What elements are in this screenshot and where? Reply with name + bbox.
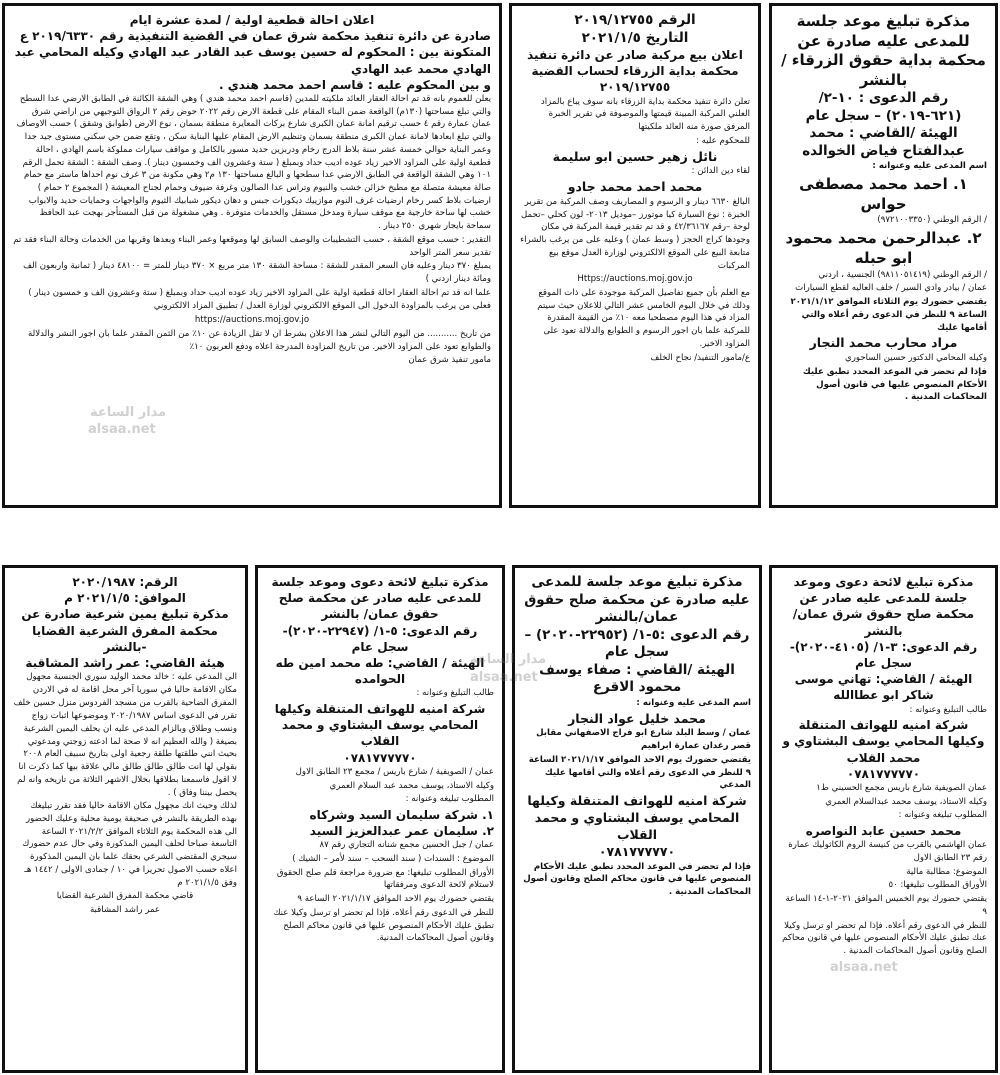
a2-body-2: البالغ ٦٦٣٠ دينار و الرسوم و المصاريف وصف المركبة من تقرير الخبرة : نوع السيارة كيا موتورز –موديل ٢٠١٣- لون كحلي –تحمل لوحة –رقم ٤٢/٣٦١٦٧ و قد تم تقدير قيمة المركبة في مكان وجودها كراج الحجز ( وسط عمان ) وعليه على من يرغب بالشراء متابعة البيع على الموقع الالكتروني لوزارة العدل موقع بيع المركبات: [520, 197, 750, 271]
b3-subject: الموضوع : السندات ( سند السحب – سند لأمر – الشيك ): [292, 854, 494, 865]
b3-lawyer: وكيله الاستاذ، يوسف محمد عبد السلام العمري: [329, 780, 494, 791]
a1-lawyer: وكيله المحامي الدكتور حسين الساحوري: [845, 353, 987, 364]
a2-debtor-label: للمحكوم عليه :: [695, 135, 750, 146]
a3-estimate: التقدير : حسب موقع الشقة ، حسب التشطيبات والوصف السابق لها وموقعها وعمر البناء وبعدها وقربها من الخدمات وحالة البناء فقد تم تقدير سعر المتر الواحد: [13, 234, 491, 258]
a1-defendants-label: اسم المدعى عليه وعنوانه :: [872, 161, 987, 172]
b3-defendant-address: عمان / جبل الحسين مجمع شنانه التجاري رقم ٨٧: [319, 840, 494, 851]
b2-title: مذكرة تبليغ موعد جلسة للمدعى عليه صادرة عن محكمة صلح حقوق عمان/بالنشر: [524, 574, 750, 626]
b1-docs: الأوراق المطلوب تبليغها: ٥٠: [888, 880, 987, 891]
b2-notice: يقتضي حضورك يوم الاحد الموافق ٢٠٢١/١/١٧ الساعة ٩ للنظر في الدعوى رقم أعلاه والتي أقامها عليك المدعي: [528, 754, 751, 791]
a3-title-1: اعلان احالة قطعية اولية / لمدة عشرة ايام: [129, 13, 375, 27]
a3-notice: علما انه قد تم احالة العقار احالة قطعية اولية على المزاود الاخير زياد عوده اديب حداد وبمبلغ ( ستة وعشرون الف و خمسون دينار ): [28, 287, 491, 298]
a1-title: مذكرة تبليغ موعد جلسة للمدعى عليه صادرة عن محكمة بداية حقوق الزرقاء /بالنشر: [781, 12, 986, 89]
a3-title-4: و بين المحكوم عليه : قاسم احمد محمد هندي .: [218, 77, 491, 92]
a2-sign: ع/مامور التنفيذ/ نجاح الخلف: [650, 352, 750, 363]
watermark-en-2: alsaa.net: [470, 670, 538, 685]
a1-defendant-2-id: / الرقم الوطني (٩٨١١٠٥١٤١٩) الجنسية ، اردني: [818, 269, 987, 280]
b4-body-2: تقرر في الدعوى اساس ٢٠٢٠/١٩٨٧ وموضوعها اثبات زواج ونسب وطلاق وبالزام المدعى عليه ان يحلف اليمين الشرعية بصيغة ( والله العظيم انه لا صحة لما ادعته زوجتي ومدعوتي بحيث انني طلقتها طلقة رجعية اولى بتاريخ سبيف العام ٢٠٠٨ بقولي لها انت طالق طالق طالق مالي علاقة بيها كما ذكرت انا لا اقول فاسمعنا بطلاقها بخلال الاشهر الثلاثة من تاريخه وانه لم يحصل بيننا وفاق ) .: [17, 711, 237, 798]
b3-to-label: المطلوب تبليغه وعنوانه :: [405, 794, 494, 805]
b3-docs: الأوراق المطلوب تبليغها: مع ضرورة مراجعة قلم صلح الحقوق لاستلام لائحة الدعوى ومرفقاتها: [276, 867, 494, 891]
b4-date: الموافق: ٢٠٢١/١/٥ م: [64, 591, 186, 606]
a1-warning: فإذا لم تحضر في الموعد المحدد تطبق عليك الأحكام المنصوص عليها في قانون أصول المحاكمات المدنية .: [802, 366, 987, 403]
a2-body-3: مع العلم بأن جميع تفاصيل المركبة موجودة على ذات الموقع وذلك في خلال اليوم الخامس عشر التالي للاعلان حيث سيتم المزاد في هذا اليوم مصطحبا معه ١٠٪ من القيمة المقدرة للمركبة علما بان اجور الرسوم و الطوابع والدلالة تعود على المزاود الاخير.: [537, 288, 750, 349]
a3-body: يعلن للعموم بانه قد تم احالة العقار العائد ملكيته للمدين (قاسم احمد محمد هندي ) وهي الشقة الكائنة في الطابق الارضي عدا السطح والتي تبلغ مساحتها (١٣٠م) الواقعة ضمن البناء المقام على قطعة الارض رقم ٢٠٢٢ حوض رقم ٢ الرواق التوجيهي من اراضي شرق عمان عمارة رقم ٤ حسب ترقيم امانة عمان الكبرى شارع بركات المعايرة منطقة بسمان ، نوع الارض (طوابق وشقق ) حسب الاوصاف والتي تبلغ ابعادها لامانة عمان الكبرى منطقة بسمان وتنظيم الارض المقام عليها البناية سكن ، وتقع ضمن حي سكني مستوى جيد جدا وعمر البناية حوالي خمسة عشر سنة بلاط الدرج رخام ودربزين حديد مسور بالكامل و مواقف سيارات مملوكة باسم الهادي ، احالة قطعية اولية على المزاود الاخير زياد عوده اديب حداد وبمبلغ ( ستة وعشرون الف وخمسون دينار ). وصف الشقة : الشقة تحمل الرقم ١٠١ وهي الشقة الواقعة في الطابق الارضي عدا سطحها و البالغ مساحتها ١٣٠ م٢ وهي مكونة من ٣ غرف نوم احداها ماستر مع حمام صالة معيشة متصلة مع مطبخ خزائن خشب والنيوم وتراس عدا الصالون وغرفة ضيوف وحمام لجناح المعيشة ( المجموع ٢ حمام ) ارضيات بلاط كسر رخام ارضيات غرف النوم موازييك ديكورات جبس و دهان ديكور شبابيك الثيوم والواجهات وحمايات حديد والابواب خشب لها ساحة خارجية مع موقف سيارة ومدخل مستقل والخدمات متوفرة . وهي مشغولة من قبل المستأجر بهجت عبد الحافظ سماحة بايجار شهري ٢٥٠ دينار .: [16, 93, 491, 232]
b4-body-1: الى المدعى عليه : خالد محمد الوليد سوري الجنسية مجهول مكان الاقامة حاليا في سوريا آخر محل اقامة له في الاردن المفرق الضاحية بالقرب من مسجد الفردوس منزل حسين خلف: [13, 672, 237, 708]
b1-phone: ٠٧٨١٧٧٧٧٧٠: [846, 766, 921, 781]
notice-b4: [2, 565, 248, 1073]
b1-warning: للنظر في الدعوى رقم أعلاه. فإذا لم تحضر او ترسل وكيلا عنك تطبق عليك الأحكام المنصوص عليها في قانون محاكم الصلح وقانون أصول المحاكمات المدنية .: [782, 920, 987, 957]
b2-panel: الهيئة /القاضي : صفاء يوسف محمود الاقرع: [539, 661, 735, 696]
b4-title: مذكرة تبليغ يمين شرعية صادرة عن محكمة المفرق الشرعية القضايا -بالنشر: [21, 607, 229, 654]
b2-phone: ٠٧٨١٧٧٧٧٧٠: [598, 843, 676, 859]
b4-panel: هيئة القاضي: عمر راشد المشاقبة: [25, 655, 225, 670]
b1-lawyer: وكيله الاستاذ، يوسف محمد عبدالسلام العمري: [825, 796, 987, 807]
a2-creditor: محمد احمد محمد جادو: [567, 179, 703, 195]
b1-defendant: محمد حسين عابد النواصره: [805, 824, 962, 839]
b3-case-number: رقم الدعوى: ٥-١/ (٢٢٩٤٧-٢٠٢٠)- سجل عام: [282, 623, 478, 654]
b4-body-3: لذلك وحيث انك مجهول مكان الاقامة حاليا فقد تقرر تبليغك بهذه الطريقة بالنشر في صحيفة يومية محلية وعليك الحضور الى هذه المحكمة يوم الثلاثاء الموافق ٢٠٢١/٢/٢ الساعة التاسعة صباحا لحلف اليمين المذكورة وفي حال عدم حضورك سيجري المقتضى الشرعي بحقك علما بان اليمين المذكورة اعلاه حسب الاصول تحريرا في ١٠ / جمادى الاولى / ١٤٤٢ هـ وفق ٢٠٢١/١/٥ م: [22, 801, 237, 888]
a3-title-3: المتكونة بين : المحكوم له حسين يوسف عبد القادر عبد الهادي وكيله المحامي عبد الهادي محمد عبد الهادي: [14, 45, 491, 76]
notice-a3: [2, 3, 502, 508]
b2-plaintiff: شركة امنيه للهواتف المتنقلة وكيلها المحامي يوسف البشتاوي و محمد القلاب: [527, 793, 747, 842]
b4-sign-2: عمر راشد المشاقبة: [89, 905, 161, 916]
a2-title: اعلان بيع مركبة صادر عن دائرة تنفيذ محكمة بداية الزرقاء لحساب القضية ٢٠١٩/١٢٧٥٥: [527, 48, 743, 95]
b3-address: عمان / الصويفية / شارع باريس / مجمع ٢٣ الطابق الاول: [295, 766, 494, 777]
b1-case-number: رقم الدعوى: ٣-١/ (٤١٠٥-٢٠٢٠)- سجل عام: [789, 639, 978, 670]
b2-address: عمان / وسط البلد شارع ابو فراج الاصفهاني مقابل قصر رغدان عمارة ابراهيم: [536, 728, 751, 752]
b1-notice: يقتضي حضورك يوم الخميس الموافق ٢٠٢١-١-١٤ الساعة ٩: [785, 894, 987, 917]
b3-company: شركة امنيه للهواتف المتنقلة وكيلها المحامي يوسف البشتاوي و محمد القلاب: [274, 702, 486, 749]
b3-defendant-1: ١. شركة سليمان السيد وشركاه: [309, 807, 494, 822]
notice-b1: [769, 565, 998, 1073]
b4-number: الرقم: ٢٠٢٠/١٩٨٧: [72, 575, 178, 589]
b1-to-label: المطلوب تبليغه وعنوانه :: [898, 810, 987, 821]
b3-requester-label: طالب التبليغ وعنوانه :: [416, 688, 494, 699]
a2-creditor-label: لقاء دين الدائن :: [691, 166, 750, 177]
a1-defendant-1: ١. احمد محمد مصطفى حواس: [799, 174, 968, 214]
b2-case-number: رقم الدعوى :٥-١/ (٢٢٩٥٢-٢٠٢٠) – سجل عام: [524, 626, 750, 661]
a1-notice: يقتضي حضورك يوم الثلاثاء الموافق ٢٠٢١/١/١٢ الساعة ٩ للنظر في الدعوى رقم أعلاه والتي أقامها عليك: [790, 297, 987, 333]
notice-b2: [512, 565, 762, 1073]
a3-calculation: يمبلغ ٣٧٠ دينار وعليه فان السعر المقدر للشقة : مساحة الشقة ١٣٠ متر مربع × ٣٧٠ دينار للمتر = ٤٨١٠٠ دينار ( ثمانية واربعون الف ومائة دينار اردني ): [23, 261, 491, 284]
b2-defendant: محمد خليل عواد النجار: [568, 710, 706, 726]
b2-warning: فإذا لم تحضر في الموعد المحدد تطبق عليك الأحكام المنصوص عليها في قانون محاكم الصلح وقانون أصول المحاكمات المدنية .: [523, 861, 751, 897]
watermark-ar-1: مدار الساعة: [90, 405, 167, 420]
a3-sign: مامور تنفيذ شرق عمان: [408, 355, 491, 366]
a2-url[interactable]: Https://auctions.moj.gov.jo: [577, 274, 693, 285]
a3-bid-2: من تاريخ ........... من اليوم التالي لنشر هذا الاعلان بشرط ان لا تقل الزيادة عن ١٠٪ من الثمن المقدر علما بان اجور النشر والدلالة والطوابع تعود على المزاود الاخير. من تاريخ المزاودة المدرجة اعلاه ودفع العربون ١٠٪: [28, 328, 491, 352]
a1-plaintiff: مراد محارب محمد النجار: [809, 335, 958, 351]
a3-bid: فعلى من يرغب بالمزاودة الدخول الى الموقع الالكتروني لوزارة العدل / تطبيق المزاد الالكتروني: [153, 301, 491, 312]
watermark-en-1: alsaa.net: [88, 422, 156, 437]
a2-debtor: نائل زهير حسين ابو سليمة: [552, 148, 718, 164]
b3-panel: الهيئة / القاضي: طه محمد امين طه الحوامده: [275, 655, 485, 687]
b3-notice: يقتضي حضورك يوم الاحد الموافق ٢٠٢١/١/١٧ الساعة ٩: [297, 894, 494, 905]
a1-defendant-1-id: / الرقم الوطني (٩٧٢١٠٠٣٣٥٠): [877, 215, 987, 226]
b1-company: شركة امنيه للهواتف المتنقلة وكيلها المحامي يوسف البشتاوي و محمد القلاب: [782, 718, 985, 765]
a2-body-1: تعلن دائرة تنفيذ محكمة بداية الزرقاء بانه سوف يباع بالمزاد العلني المركبة المبينة قيمتها والموصوفة في تقرير الخبرة المرفق صورة منه العائد ملكيتها: [540, 96, 750, 133]
a1-defendant-2: ٢. عبدالرحمن محمد محمود ابو حبله: [785, 229, 982, 268]
b3-phone: ٠٧٨١٧٧٧٧٧٠: [343, 750, 417, 765]
a3-title-2: صادرة عن دائرة تنفيذ محكمة شرق عمان في القضية التنفيذية رقم ٢٠١٩/٦٣٣٠ ع: [19, 29, 491, 44]
watermark-en-3: alsaa.net: [830, 960, 898, 975]
notice-a2: [509, 3, 761, 508]
b1-address: عمان الصويفية شارع باريس مجمع الحسيني ط١: [816, 782, 987, 793]
b3-title: مذكرة تبليغ لائحة دعوى وموعد جلسة للمدعى عليه صادر عن محكمة صلح حقوق عمان/ بالنشر: [271, 575, 489, 622]
b3-defendant-2: ٢. سليمان عمر عبدالعزيز السيد: [309, 824, 494, 839]
watermark-ar-2: مدار الساعة: [470, 652, 547, 667]
b1-panel: الهيئة / القاضي: تهاني موسى شاكر ابو عطاالله: [794, 672, 973, 703]
b2-defendant-label: اسم المدعى عليه وعنوانه :: [636, 697, 751, 708]
a2-number: الرقم ٢٠١٩/١٢٧٥٥: [574, 12, 696, 28]
a1-panel: الهيئة /القاضي : محمد عبدالفتاح فياض الخوالده: [802, 125, 965, 159]
b1-defendant-address: عمان الهاشمي بالقرب من كنيسة الروم الكاثوليك عمارة رقم ٢٣ الطابق الاول: [788, 840, 987, 864]
b3-warning: للنظر في الدعوى رقم أعلاه. فإذا لم تحضر او ترسل وكيلا عنك تطبق عليك الأحكام المنصوص عليها في قانون محاكم الصلح وقانون أصول المحاكمات المدنية.: [273, 907, 494, 944]
notice-a1: [769, 3, 998, 508]
a1-case-number: رقم الدعوى : ١٠-٢/ (٦٢١-٢٠١٩) – سجل عام: [805, 90, 962, 124]
notice-b3: [255, 565, 505, 1073]
a1-address: عمان / بيادر وادي السير / خلف العاليه لقطع السيارات: [795, 283, 987, 294]
b1-requester-label: طالب التبليغ وعنوانه :: [909, 704, 987, 715]
a3-url[interactable]: https://auctions.moj.gov.jo: [194, 315, 310, 326]
b1-title: مذكرة تبليغ لائحة دعوى وموعد جلسة للمدعى عليه صادر عن محكمة صلح حقوق شرق عمان/ بالنشر: [792, 575, 975, 638]
a2-date: التاريخ ٢٠٢١/١/٥: [581, 29, 689, 46]
b1-subject: الموضوع: مطالبة مالية: [906, 866, 987, 877]
b4-sign-1: قاضي محكمة المفرق الشرعية القضايا: [56, 891, 194, 902]
